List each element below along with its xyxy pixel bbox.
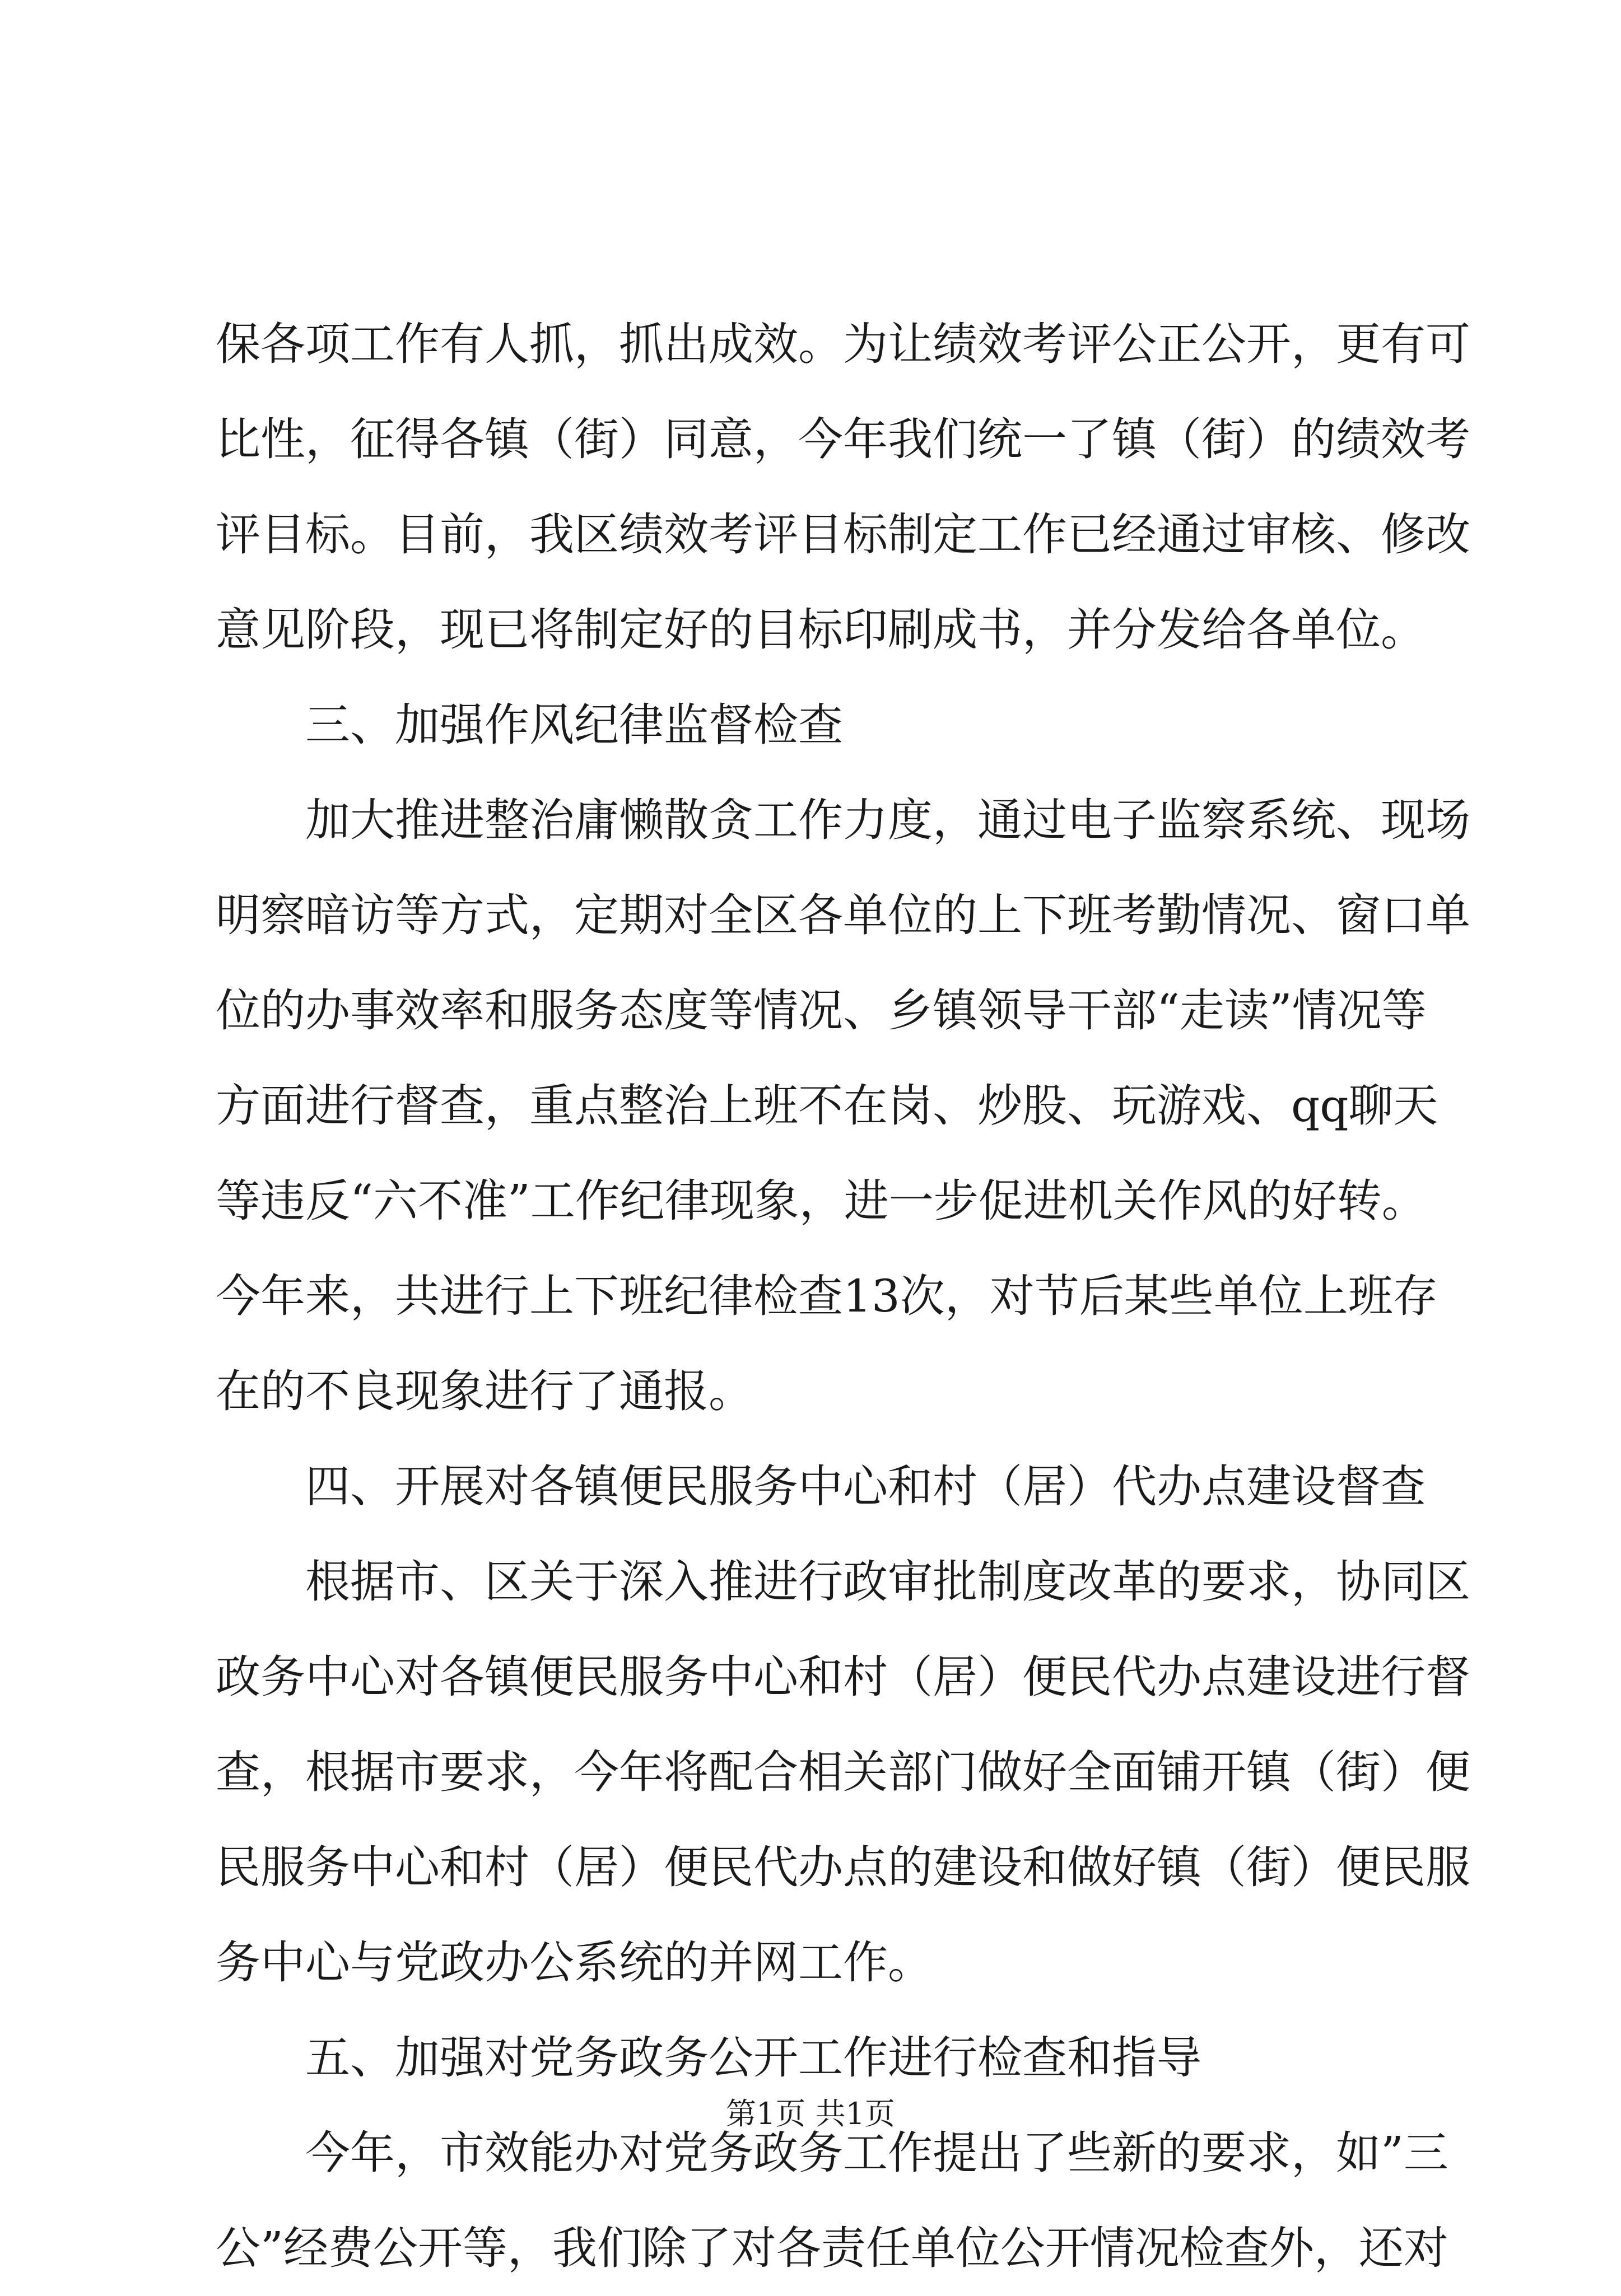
- text-line: 民服务中心和村（居）便民代办点的建设和做好镇（街）便民服: [216, 1841, 1470, 1893]
- section-heading: 四、开展对各镇便民服务中心和村（居）代办点建设督查: [305, 1460, 1426, 1513]
- text-line: 评目标。目前，我区绩效考评目标制定工作已经通过审核、修改: [216, 508, 1470, 561]
- text-line: 位的办事效率和服务态度等情况、乡镇领导干部“走读”情况等: [216, 984, 1427, 1037]
- text-line: 加大推进整治庸懒散贪工作力度，通过电子监察系统、现场: [305, 794, 1470, 846]
- text-line: 意见阶段，现已将制定好的目标印刷成书，并分发给各单位。: [216, 604, 1426, 656]
- document-body: [216, 297, 1470, 2296]
- text-line: 等违反“六不准”工作纪律现象，进一步促进机关作风的好转。: [216, 1175, 1427, 1227]
- section-heading: 五、加强对党务政务公开工作进行检查和指导: [305, 2032, 1201, 2084]
- text-line: 公”经费公开等，我们除了对各责任单位公开情况检查外，还对: [216, 2222, 1448, 2274]
- text-line: 在的不良现象进行了通报。: [216, 1365, 753, 1417]
- text-line: 查，根据市要求，今年将配合相关部门做好全面铺开镇（街）便: [216, 1746, 1470, 1798]
- text-line: 方面进行督查，重点整治上班不在岗、炒股、玩游戏、qq聊天: [216, 1080, 1438, 1132]
- text-line: 务中心与党政办公系统的并网工作。: [216, 1936, 933, 1989]
- text-line: 比性，征得各镇（街）同意，今年我们统一了镇（街）的绩效考: [216, 413, 1470, 465]
- page-footer: 第1页 共1页: [726, 2096, 895, 2131]
- text-line: 今年，市效能办对党务政务工作提出了些新的要求，如”三: [305, 2127, 1448, 2179]
- text-line: 政务中心对各镇便民服务中心和村（居）便民代办点建设进行督: [216, 1651, 1470, 1703]
- text-line: 明察暗访等方式，定期对全区各单位的上下班考勤情况、窗口单: [216, 889, 1470, 941]
- text-line: 今年来，共进行上下班纪律检查13次，对节后某些单位上班存: [216, 1270, 1438, 1322]
- text-line: 根据市、区关于深入推进行政审批制度改革的要求，协同区: [305, 1556, 1470, 1608]
- section-heading: 三、加强作风纪律监督检查: [305, 699, 843, 751]
- text-line: 保各项工作有人抓，抓出成效。为让绩效考评公正公开，更有可: [216, 318, 1470, 370]
